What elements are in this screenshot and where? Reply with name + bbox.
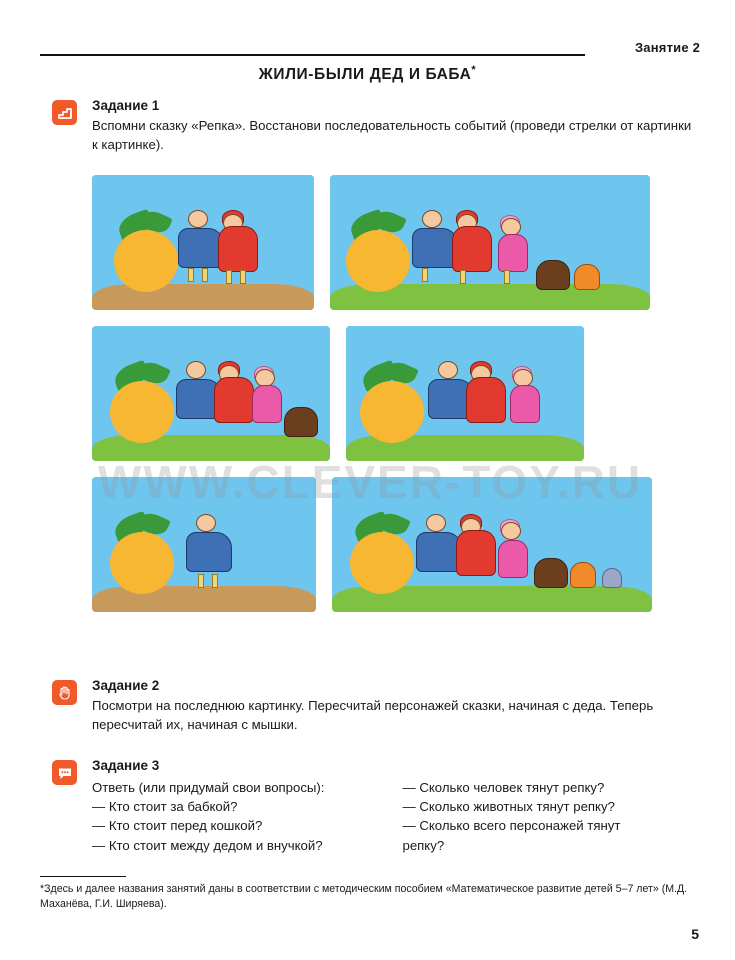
legs [188,268,194,282]
speech-bubble-icon [52,760,77,785]
footnote-text: *Здесь и далее названия занятий даны в соответствии с методическим пособием «Математическое развитие детей 5–7 лет» (М.Д. Маханёва, Г.И. Ширяева). [40,883,688,911]
hand-icon [52,680,77,705]
page-number: 5 [691,926,699,942]
question-right-3: — Сколько всего персонажей тянут [402,818,621,834]
turnip [110,381,174,443]
legs [226,270,232,284]
panel-2 [330,175,650,310]
title-footnote-marker: * [471,64,477,76]
illustration-grid [92,175,652,650]
illustration-row-2 [92,326,652,461]
head [426,514,446,532]
task-1-body [92,98,695,155]
task-3-body [92,758,695,855]
watermark: WWW.CLEVER-TOY.RU [97,456,643,508]
turnip [346,230,410,292]
task-1-title: Задание 1 [92,98,160,113]
turnip [360,381,424,443]
legs [202,268,208,282]
questions-right-column [403,778,696,855]
page-title-text: ЖИЛИ-БЫЛИ ДЕД И БАБА [258,66,472,84]
illustration-row-1 [92,175,652,310]
task-2-body [92,678,695,735]
ground [92,284,314,310]
legs [422,268,428,282]
page-title [0,64,735,84]
legs [212,574,218,588]
question-right-2: — Сколько животных тянут репку? [402,799,615,815]
task-1-text: Вспомни сказку «Репка». Восстанови последовательность событий (проведи стрелки от картинки к картинке). [92,118,692,152]
panel-3 [92,326,330,461]
turnip [110,532,174,594]
torso [186,532,232,572]
figure-dog [284,407,318,437]
page-header [40,40,700,66]
torso [214,377,254,423]
task-1 [52,98,695,155]
question-right-1: — Сколько человек тянут репку? [402,780,605,796]
torso [218,226,258,272]
torso [456,530,496,576]
legs [460,270,466,284]
question-left-1: — Кто стоит за бабкой? [92,799,238,815]
torso [252,385,282,423]
questions-left-column [92,778,385,855]
figure-dog [536,260,570,290]
panel-4 [346,326,584,461]
footnote-rule [40,876,126,877]
task-3 [52,758,695,855]
figure-mouse [602,568,622,588]
task-2-text: Посмотри на последнюю картинку. Пересчитай персонажей сказки, начиная с деда. Теперь пересчитай их, начиная с мышки. [92,698,654,732]
turnip [350,532,414,594]
question-right-3-cont: репку? [402,837,445,853]
task-2 [52,678,695,735]
head [196,514,216,532]
torso [452,226,492,272]
legs [198,574,204,588]
legs [504,270,510,284]
head [438,361,458,379]
task-3-title: Задание 3 [92,758,160,773]
questions-columns [92,778,695,855]
head [186,361,206,379]
torso [498,540,528,578]
question-left-2: — Кто стоит перед кошкой? [92,818,263,834]
figure-cat [570,562,596,588]
panel-5 [92,477,316,612]
panel-1 [92,175,314,310]
panel-6 [332,477,652,612]
head [188,210,208,228]
figure-dog [534,558,568,588]
footnote [40,876,695,912]
torso [510,385,540,423]
head [422,210,442,228]
steps-icon [52,100,77,125]
task-3-intro: Ответь (или придумай свои вопросы): [92,780,325,796]
task-2-title: Задание 2 [92,678,160,693]
question-left-3: — Кто стоит между дедом и внучкой? [92,837,323,853]
head [501,522,521,540]
torso [466,377,506,423]
legs [240,270,246,284]
header-rule [40,54,585,56]
lesson-label: Занятие 2 [634,40,700,55]
torso [498,234,528,272]
illustration-row-3 [92,477,652,612]
turnip [114,230,178,292]
figure-cat [574,264,600,290]
